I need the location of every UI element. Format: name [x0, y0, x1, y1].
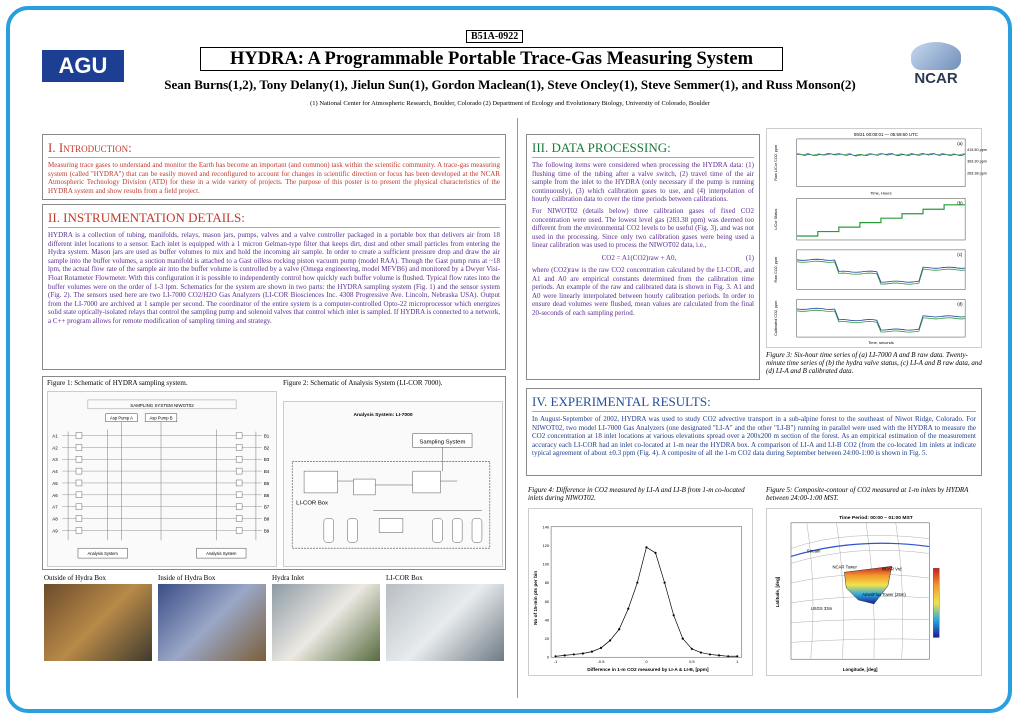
- fig1-inlet-label: B6: [263, 492, 270, 498]
- fig4-point: [736, 655, 738, 657]
- fig1-inlet-label: B3: [263, 457, 270, 463]
- fig4-histogram: [528, 508, 753, 676]
- fig1-caption: Figure 1: Schematic of HYDRA sampling system.: [47, 379, 188, 387]
- fig4-point: [609, 639, 611, 641]
- fig5-label-ncar-tower: NCAR Tower: [832, 564, 857, 570]
- fig1-inlet-label: A2: [52, 445, 58, 451]
- fig4-ytick: 100: [542, 561, 550, 567]
- fig3-xlabel-seconds: Time, seconds: [868, 340, 894, 346]
- fig1-inlet-label: B1: [263, 433, 270, 439]
- fig3-annotation: 363.30 ppm: [967, 159, 987, 164]
- fig5-label-ameriflux: AmeriFlux Tower (26m): [862, 591, 906, 597]
- fig4-point: [600, 647, 602, 649]
- fig1-jar: [76, 504, 82, 510]
- fig4-chart: [529, 509, 752, 675]
- fig2-sampling-system: Sampling System: [419, 439, 466, 446]
- fig5-label-ncar-vrd: NCAR Vrd: [881, 566, 902, 572]
- fig5-title: Time Period: 00:00 – 01:00 MST: [839, 515, 913, 521]
- fig1-schematic: [47, 391, 277, 567]
- fig2-schematic: [283, 401, 503, 567]
- fig4-caption: Figure 4: Difference in CO2 measured by LI-A and LI-B from 1-m co-located inlets during NIWOT02.: [528, 486, 745, 502]
- fig1-jar: [76, 480, 82, 486]
- fig1-bottom-left: Analysis System: [87, 551, 118, 557]
- poster-id: B51A-0922: [466, 30, 523, 43]
- ncar-logo-text: NCAR: [914, 70, 958, 87]
- instrumentation-heading: II. INSTRUMENTATION DETAILS:: [48, 210, 500, 228]
- column-divider: [517, 118, 518, 698]
- data-processing-text-3: where (CO2)raw is the raw CO2 concentration calculated by the LI-COR, and A1 and A0 are empirical constants determined from the calibration time periods. An example of the raw and calibrated data is shown in Fig. 3. A1 and A0 were linearly interpolated between hourly calibration periods. In order to ensure dead volumes were flushed, mean values are calculated from the final 20-seconds of each sampling period.: [532, 265, 754, 317]
- fig4-point: [700, 651, 702, 653]
- section-instrumentation: [42, 204, 506, 370]
- fig5-contour: [766, 508, 982, 676]
- fig5-label-usgs: USGS 33m: [810, 605, 833, 611]
- introduction-heading: I. Introduction:: [48, 140, 500, 158]
- fig1-inlet-label: A5: [52, 480, 58, 486]
- fig2-diagram: [284, 402, 502, 566]
- fig2-gas-cylinders: [324, 519, 482, 543]
- fig4-point: [636, 582, 638, 584]
- affiliations: (1) National Center for Atmospheric Research, Boulder, Colorado (2) Department of Ecology and Evolutionary Biology, University of Colorado, Boulder: [310, 100, 710, 107]
- fig1-inlet-label: A8: [52, 516, 58, 522]
- fig3-ylabel: Raw LICor CO2, ppm: [773, 144, 778, 181]
- fig3-chart: [767, 129, 987, 347]
- fig4-xlabel: Difference in 1-m CO2 measured by LI-A & LI-B, [ppm]: [587, 668, 709, 674]
- fig1-inlet-label: B4: [263, 469, 270, 475]
- fig4-histogram-line: [556, 547, 738, 656]
- fig4-point: [618, 628, 620, 630]
- photo-label-inside: Inside of Hydra Box: [158, 574, 216, 582]
- fig1-jar: [76, 456, 82, 462]
- fig4-xtick: 0.5: [689, 659, 695, 665]
- fig1-inlet-label: B8: [263, 516, 270, 522]
- fig4-point: [591, 651, 593, 653]
- fig4-point: [691, 648, 693, 650]
- equation-number: (1): [745, 253, 754, 262]
- fig2-licor-box-label: LI-COR Box: [296, 500, 329, 507]
- fig4-point: [673, 614, 675, 616]
- section-results: [526, 388, 982, 476]
- equation-1: [532, 254, 754, 262]
- fig1-jar: [236, 456, 242, 462]
- photo-hydra-inlet: [272, 584, 380, 661]
- fig3-annotation: 419.50 ppm: [967, 147, 987, 152]
- fig4-ytick: 40: [544, 617, 550, 623]
- fig2-header: Analysis System: LI-7000: [353, 412, 413, 418]
- fig3-caption: Figure 3: Six-hour time series of (a) LI-7000 A and B raw data. Twenty-minute time series of (b) the hydra valve status, (c) LI-A and B raw data, and (d) LI-A and B calibrated data.: [766, 351, 982, 375]
- fig4-ylabel: No of 15-min pts per bin: [534, 570, 540, 626]
- section-data-processing: [526, 134, 760, 380]
- fig1-inlet-label: A9: [52, 528, 58, 534]
- fig4-point: [664, 582, 666, 584]
- fig1-inlet-label: B2: [263, 445, 270, 451]
- photo-label-outside: Outside of Hydra Box: [44, 574, 107, 582]
- fig1-inlet-label: A4: [52, 469, 58, 475]
- data-processing-text-1: The following items were considered when processing the HYDRA data: (1) flushing time of the tubing after a valve switch, (2) travel time of the air sample from the inlet to the HYDRA (only necessary if the pump is running continuously), (3) which calibration gases to use, and (4) interpolation of hourly calibration data to cover the time periods between calibrations.: [532, 161, 754, 204]
- fig1-jar: [236, 527, 242, 533]
- fig3-panel-label: (b): [957, 200, 963, 206]
- fig1-jar: [76, 492, 82, 498]
- fig4-ytick: 120: [542, 542, 550, 548]
- poster-title: HYDRA: A Programmable Portable Trace-Gas Measuring System: [200, 47, 783, 71]
- fig1-jar: [76, 444, 82, 450]
- fig3-xlabel-hours: Time, Hours: [870, 190, 892, 196]
- fig4-point: [682, 637, 684, 639]
- fig1-jar: [236, 504, 242, 510]
- photo-strip: [42, 574, 506, 698]
- fig4-point: [555, 655, 557, 657]
- fig3-timeseries: [766, 128, 987, 348]
- introduction-text: Measuring trace gases to understand and monitor the Earth has become an important (and common) task within the scientific community. A trace-gas measuring system (called "HYDRA") that can be easily moved and reconfigured to account for changes in scientific direction or focus has been developed at the NCAR Atmospheric Technology Division (ATD) for these in a wide variety of projects. The purpose of this poster is to present the physical characteristics of the HYDRA system and show results from a field project.: [48, 161, 500, 195]
- fig1-jar: [76, 516, 82, 522]
- fig1-inlet-label: B7: [263, 504, 270, 510]
- fig4-point: [718, 654, 720, 656]
- fig4-ytick: 80: [544, 580, 550, 586]
- fig1-header: SAMPLING SYSTEM NIWOT02: [130, 402, 194, 408]
- results-heading: IV. EXPERIMENTAL RESULTS:: [532, 394, 976, 412]
- fig4-xtick: -0.5: [597, 659, 605, 665]
- fig3-annotation: 283.38 ppm: [967, 171, 987, 176]
- fig1-jar: [76, 433, 82, 439]
- fig1-manifold-lines: [68, 422, 256, 541]
- fig4-point: [582, 652, 584, 654]
- ncar-swoosh-icon: [911, 42, 961, 70]
- fig5-caption: Figure 5: Composite-contour of CO2 measured at 1-m inlets by HYDRA between 24:00-1:00 MST.: [766, 486, 969, 502]
- fig4-ytick: 20: [544, 636, 550, 642]
- figures-1-2-panel: [42, 376, 506, 570]
- agu-logo: AGU: [42, 50, 124, 82]
- photo-inside-hydra-box: [158, 584, 266, 661]
- fig4-point: [645, 546, 647, 548]
- data-processing-heading: III. DATA PROCESSING:: [532, 140, 754, 158]
- fig3-ylabel: LICor Status: [773, 208, 778, 230]
- section-introduction: [42, 134, 506, 200]
- fig1-inlet-label: A1: [52, 433, 58, 439]
- fig1-pump-b: Asp Pump B: [149, 415, 173, 421]
- fig5-contour-fill: [844, 566, 891, 604]
- fig4-point: [564, 654, 566, 656]
- fig4-ytick: 140: [542, 524, 550, 530]
- fig1-diagram: [48, 392, 276, 566]
- fig5-chart: [767, 509, 981, 675]
- fig4-point: [573, 653, 575, 655]
- fig3-panel-label: (d): [957, 301, 963, 307]
- fig5-ylabel: Latitude, [deg]: [775, 576, 781, 608]
- fig1-jar: [236, 468, 242, 474]
- fig5-colorbar: [933, 568, 939, 637]
- instrumentation-text: HYDRA is a collection of tubing, manifolds, relays, mason jars, pumps, valves and a valve controller packaged in a portable box that delivers air from 18 different inlet locations to a sensor. Each inlet is equipped with a 1 micron Gelman-type filter that keeps dirt, dust and other small particles from entering the Hydra system. Mason jars are used as buffer volumes to mix and hold the incoming air sample. In order to create a sufficient pressure drop and draw the air sample into the buffer volumes, a suction manifold is attached to a Gast oilless rocking piston vacuum pump (model RAA). Though the Gast pump runs at ~18 lpm, the actual flow rate of the sample air into the buffer volume is controlled by a valve (Omega engineering, model MFVB6) and monitored by a Dwyer Visi-Float Rotameter Flowmeter. With this configuration it is possible to independently control how quickly each buffer volume is flushed. Typical flow rates into the buffer volumes were on the order of 1-3 lpm. Schematics for the system are shown in two parts: the HYDRA sampling system (Fig. 1) and the sensor system (Fig. 2). The sensors used here are two LI-7000 CO2/H2O Gas Analyzers (LI-COR Biosciences Inc. 4308 Progressive Ave. Lincoln, Nebraska USA). Output from the LI-7000 are archived at 1 sample per second. The coordinator of the entire system is a computer-controlled Opto-22 microprocessor which energizes solid state optically-isolated relays that control the sampling pump and solenoid valves that control which inlet is sampled. If HYDRA is connected to a network, a C++ program allows for remote modification of sampling timing and strategy.: [48, 231, 500, 325]
- fig1-jar: [76, 527, 82, 533]
- fig5-xlabel: Longitude, [deg]: [842, 667, 878, 673]
- fig1-inlet-label: B5: [263, 480, 270, 486]
- photo-label-licor: LI-COR Box: [386, 574, 423, 582]
- fig1-inlet-label: A6: [52, 492, 58, 498]
- fig1-inlet-label: A3: [52, 457, 58, 463]
- fig1-jar: [236, 492, 242, 498]
- fig3-panel: [797, 139, 965, 187]
- fig1-inlet-label: A7: [52, 504, 58, 510]
- photo-licor-box: [386, 584, 504, 661]
- fig4-ytick: 0: [546, 654, 550, 660]
- fig3-panel-label: (a): [957, 140, 963, 146]
- fig4-xtick: -1: [553, 659, 558, 665]
- author-list: Sean Burns(1,2), Tony Delany(1), Jielun Sun(1), Gordon Maclean(1), Steve Oncley(1), Steve Semmer(1), and Russ Monson(2): [164, 77, 856, 92]
- photo-outside-hydra-box: [44, 584, 152, 661]
- equation-text: CO2 = A1(CO2)raw + A0,: [601, 253, 677, 262]
- photo-label-inlet: Hydra Inlet: [272, 574, 305, 582]
- fig4-xtick: 1: [736, 659, 739, 665]
- fig1-jar: [236, 433, 242, 439]
- fig3-panel-label: (c): [957, 251, 963, 257]
- fig2-caption: Figure 2: Schematic of Analysis System (LI-COR 7000).: [283, 379, 443, 387]
- fig3-ylabel: Raw CO2, ppm: [773, 256, 778, 283]
- fig4-point: [727, 655, 729, 657]
- fig4-point: [709, 653, 711, 655]
- fig3-ylabel: Calibrated CO2, ppm: [773, 300, 778, 336]
- fig1-jar: [236, 480, 242, 486]
- fig5-label-stream: Stream: [806, 548, 821, 554]
- fig4-point: [627, 608, 629, 610]
- fig1-jar: [236, 516, 242, 522]
- fig1-pump-a: Asp Pump A: [110, 415, 133, 421]
- data-processing-text-2: For NIWOT02 (details below) three calibration gases of fixed CO2 concentration were used. The lowest level gas (283.38 ppm) was deemed too different from the environmental CO2 levels to be useful (Fig. 3), and was not used in the processing. Since only two calibration gases were being used a linear calibration was used to process the NIWOT02 data, i.e.,: [532, 206, 754, 250]
- results-text: In August-September of 2002, HYDRA was used to study CO2 advective transport in a sub-alpine forest to the southeast of Niwot Ridge, Colorado. For NIWOT02, two model LI-7000 Gas Analyzers (one designated "LI-A" and the other "LI-B") running in parallel were used with the HYDRA to measure the CO2 concentration at 18 inlet locations at various elevations spread over a 200x200 m section of the forest. As an empirical estimation of the measurement accuracy each LI-COR had an inlet co-located at 1-m near the HYDRA box. A comparison of LI-A and LI-B CO2 (from the co-located 1m inlets at indicate typical agreement of about ±0.3 ppm (Fig. 4). A composite of all the 1-m CO2 data during September between 24:00-1:00 is shown in Fig. 5.: [532, 415, 976, 458]
- fig1-jar: [236, 444, 242, 450]
- fig4-ytick: 60: [544, 598, 550, 604]
- fig4-xtick: 0: [645, 659, 648, 665]
- fig1-bottom-right: Analysis System: [206, 551, 237, 557]
- fig3-title: 09/21 00:00:01 — 05:59:60 UTC: [853, 131, 918, 137]
- fig1-jar: [76, 468, 82, 474]
- fig4-point: [654, 552, 656, 554]
- fig1-inlet-label: B9: [263, 528, 270, 534]
